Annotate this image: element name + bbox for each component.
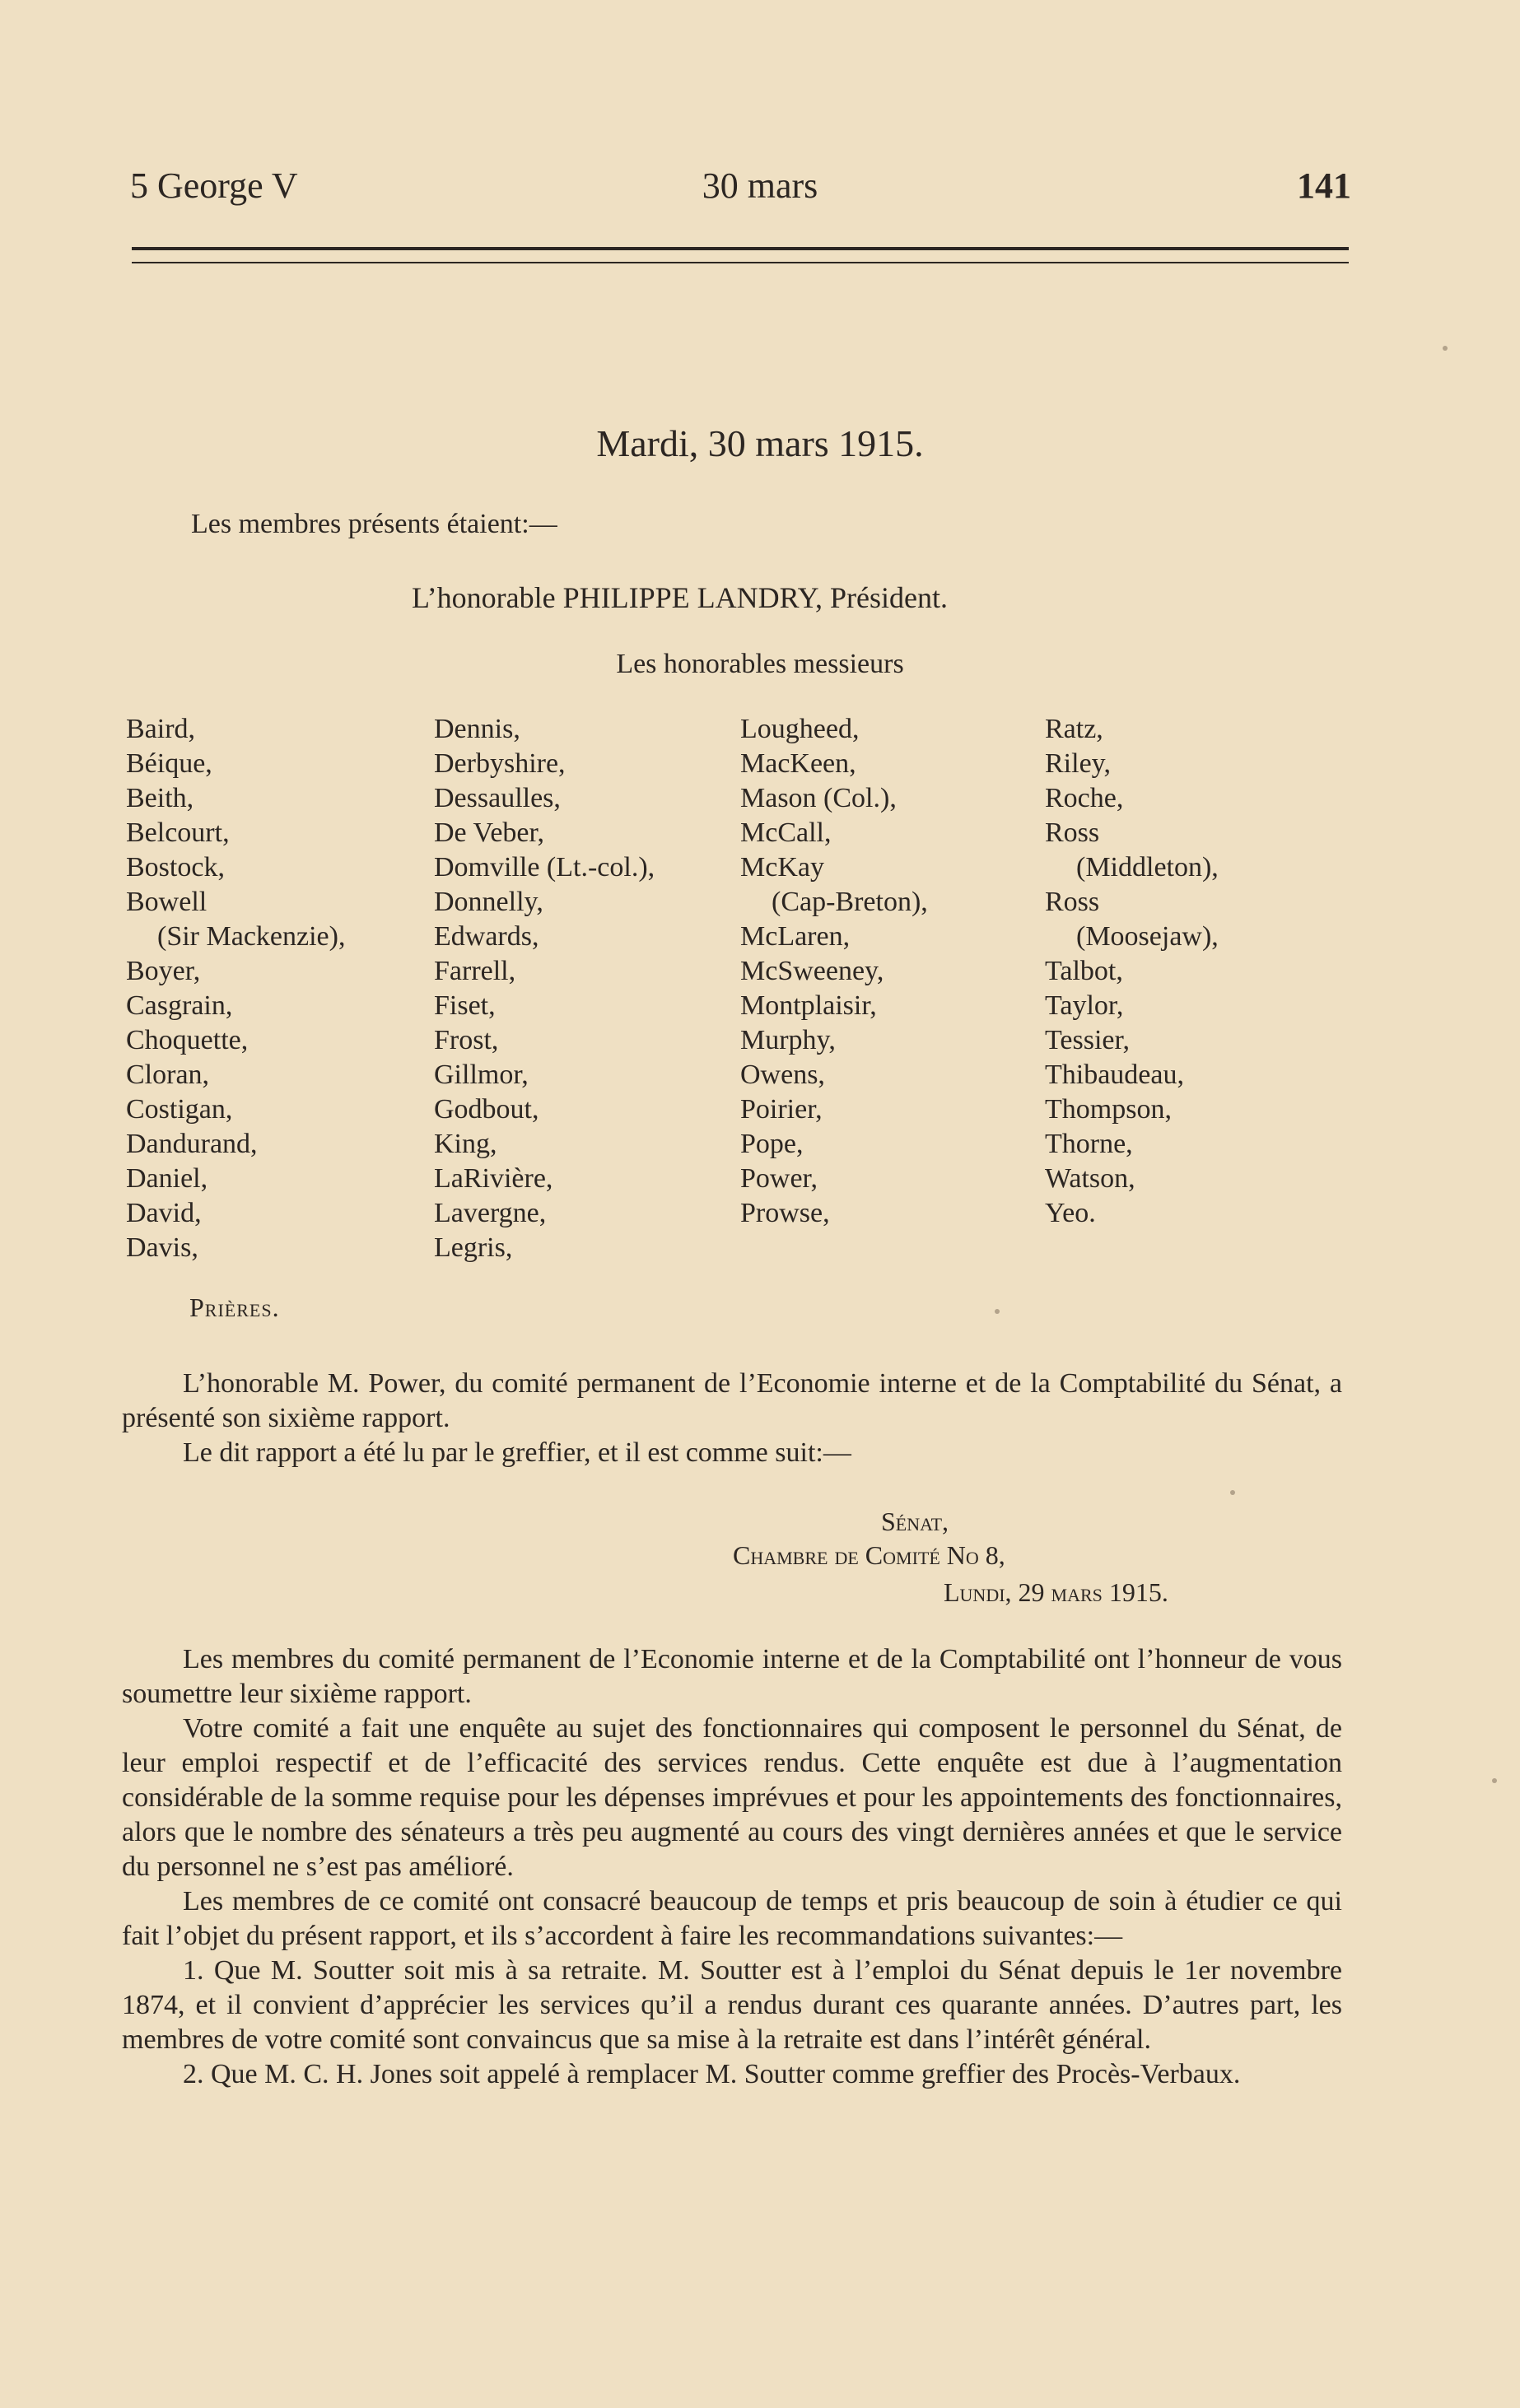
- member-name: Dessaulles,: [434, 783, 561, 813]
- member-name: Thibaudeau,: [1045, 1060, 1184, 1090]
- member-name: Cloran,: [126, 1060, 210, 1090]
- member-name: Taylor,: [1045, 990, 1124, 1021]
- header-rule-thin: [132, 262, 1349, 263]
- messieurs-label: Les honorables messieurs: [616, 649, 904, 679]
- member-name: Riley,: [1045, 748, 1111, 779]
- member-name: Prowse,: [740, 1198, 830, 1228]
- member-name: McLaren,: [740, 921, 851, 952]
- member-name: Gillmor,: [434, 1060, 529, 1090]
- header-date: 30 mars: [702, 165, 818, 206]
- member-name: Choquette,: [126, 1025, 249, 1055]
- report-header-date: Lundi, 29 mars 1915.: [944, 1577, 1168, 1607]
- member-name: LaRivière,: [434, 1163, 553, 1194]
- paragraph: 2. Que M. C. H. Jones soit appelé à remplacer M. Soutter comme greffier des Procès-Verbaux.: [183, 2059, 1241, 2089]
- member-name: Godbout,: [434, 1094, 539, 1125]
- prayers-heading: Prières.: [189, 1292, 280, 1322]
- member-name: Ross: [1045, 817, 1100, 848]
- member-name: Lavergne,: [434, 1198, 547, 1228]
- member-name: Derbyshire,: [434, 748, 566, 779]
- member-name: MacKeen,: [740, 748, 856, 779]
- member-name: Bostock,: [126, 852, 225, 883]
- member-name: Mason (Col.),: [740, 783, 897, 813]
- member-name: Murphy,: [740, 1025, 836, 1055]
- member-name: Owens,: [740, 1060, 825, 1090]
- member-name: (Middleton),: [1076, 852, 1219, 883]
- paper-speck: [995, 1309, 1000, 1314]
- member-name: Fiset,: [434, 990, 496, 1021]
- paragraph: L’honorable M. Power, du comité permanent de l’Economie interne et de la Comptabilité du Sénat, a présenté son sixième rapport.: [122, 1368, 1342, 1433]
- members-column-2: [434, 712, 655, 1265]
- member-name: Thompson,: [1045, 1094, 1172, 1125]
- report-header-senat: Sénat,: [881, 1507, 949, 1536]
- member-name: McKay: [740, 852, 824, 883]
- paragraph: Le dit rapport a été lu par le greffier, et il est comme suit:—: [183, 1437, 851, 1468]
- member-name: Davis,: [126, 1232, 198, 1263]
- president-line: L’honorable PHILIPPE LANDRY, Président.: [412, 581, 948, 614]
- member-name: King,: [434, 1129, 497, 1159]
- member-name: Costigan,: [126, 1094, 233, 1125]
- member-name: (Sir Mackenzie),: [157, 921, 346, 952]
- member-name: Dandurand,: [126, 1129, 258, 1159]
- member-name: Talbot,: [1045, 956, 1123, 986]
- member-name: Roche,: [1045, 783, 1124, 813]
- member-name: (Moosejaw),: [1076, 921, 1219, 952]
- member-name: Casgrain,: [126, 990, 233, 1021]
- sitting-date-title: Mardi, 30 mars 1915.: [596, 422, 924, 464]
- members-present-label: Les membres présents étaient:—: [191, 509, 557, 539]
- member-name: Yeo.: [1045, 1198, 1096, 1228]
- member-name: Edwards,: [434, 921, 539, 952]
- member-name: Ratz,: [1045, 714, 1103, 744]
- member-name: Daniel,: [126, 1163, 208, 1194]
- report-body: [122, 1642, 1342, 2092]
- member-name: Farrell,: [434, 956, 516, 986]
- members-column-3: [740, 712, 928, 1231]
- member-name: Beith,: [126, 783, 194, 813]
- paper-speck: [1443, 346, 1448, 351]
- member-name: Béique,: [126, 748, 212, 779]
- member-name: De Veber,: [434, 817, 544, 848]
- intro-paragraphs: [122, 1367, 1342, 1470]
- report-header-room: Chambre de Comité No 8,: [733, 1540, 1005, 1570]
- member-name: Bowell: [126, 887, 207, 917]
- members-column-1: [126, 712, 345, 1265]
- member-name: Thorne,: [1045, 1129, 1133, 1159]
- members-column-4: [1045, 712, 1219, 1231]
- member-name: (Cap-Breton),: [772, 887, 928, 917]
- member-name: McCall,: [740, 817, 832, 848]
- member-name: Power,: [740, 1163, 818, 1194]
- member-name: David,: [126, 1198, 202, 1228]
- member-name: Domville (Lt.-col.),: [434, 852, 655, 883]
- member-name: Lougheed,: [740, 714, 860, 744]
- member-name: Ross: [1045, 887, 1100, 917]
- member-name: Tessier,: [1045, 1025, 1130, 1055]
- member-name: Poirier,: [740, 1094, 823, 1125]
- page-number: 141: [1297, 165, 1351, 206]
- member-name: McSweeney,: [740, 956, 884, 986]
- paper-speck: [1492, 1778, 1497, 1783]
- paragraph: Votre comité a fait une enquête au sujet des fonctionnaires qui composent le personnel du Sénat, de leur emploi respectif et de l’efficacité des services rendus. Cette enquête est due à l’augmentation considérable de la somme requise pour les dépenses imprévues et pour les appointements des fonctionnaires, alors que le nombre des sénateurs a très peu augmenté au cours des vingt dernières années et que le service du personnel ne s’est pas amélioré.: [122, 1713, 1342, 1882]
- member-name: Watson,: [1045, 1163, 1135, 1194]
- paragraph: Les membres du comité permanent de l’Economie interne et de la Comptabilité ont l’honneur de vous soumettre leur sixième rapport.: [122, 1644, 1342, 1709]
- header-rule-thick: [132, 247, 1349, 250]
- paragraph: Les membres de ce comité ont consacré beaucoup de temps et pris beaucoup de soin à étudier ce qui fait l’objet du présent rapport, et ils s’accordent à faire les recommandations suivantes:—: [122, 1886, 1342, 1951]
- paragraph: 1. Que M. Soutter soit mis à sa retraite. M. Soutter est à l’emploi du Sénat depuis le 1er novembre 1874, et il convient d’apprécier les services qu’il a rendus durant ces quarante années. D’autres part, les membres de votre comité sont convaincus que sa mise à la retraite est dans l’intérêt général.: [122, 1955, 1342, 2055]
- member-name: Donnelly,: [434, 887, 543, 917]
- paper-speck: [1230, 1490, 1235, 1495]
- header-session: 5 George V: [130, 165, 298, 206]
- member-name: Boyer,: [126, 956, 201, 986]
- member-name: Belcourt,: [126, 817, 230, 848]
- member-name: Baird,: [126, 714, 196, 744]
- member-name: Pope,: [740, 1129, 804, 1159]
- member-name: Legris,: [434, 1232, 513, 1263]
- member-name: Montplaisir,: [740, 990, 877, 1021]
- member-name: Dennis,: [434, 714, 520, 744]
- member-name: Frost,: [434, 1025, 499, 1055]
